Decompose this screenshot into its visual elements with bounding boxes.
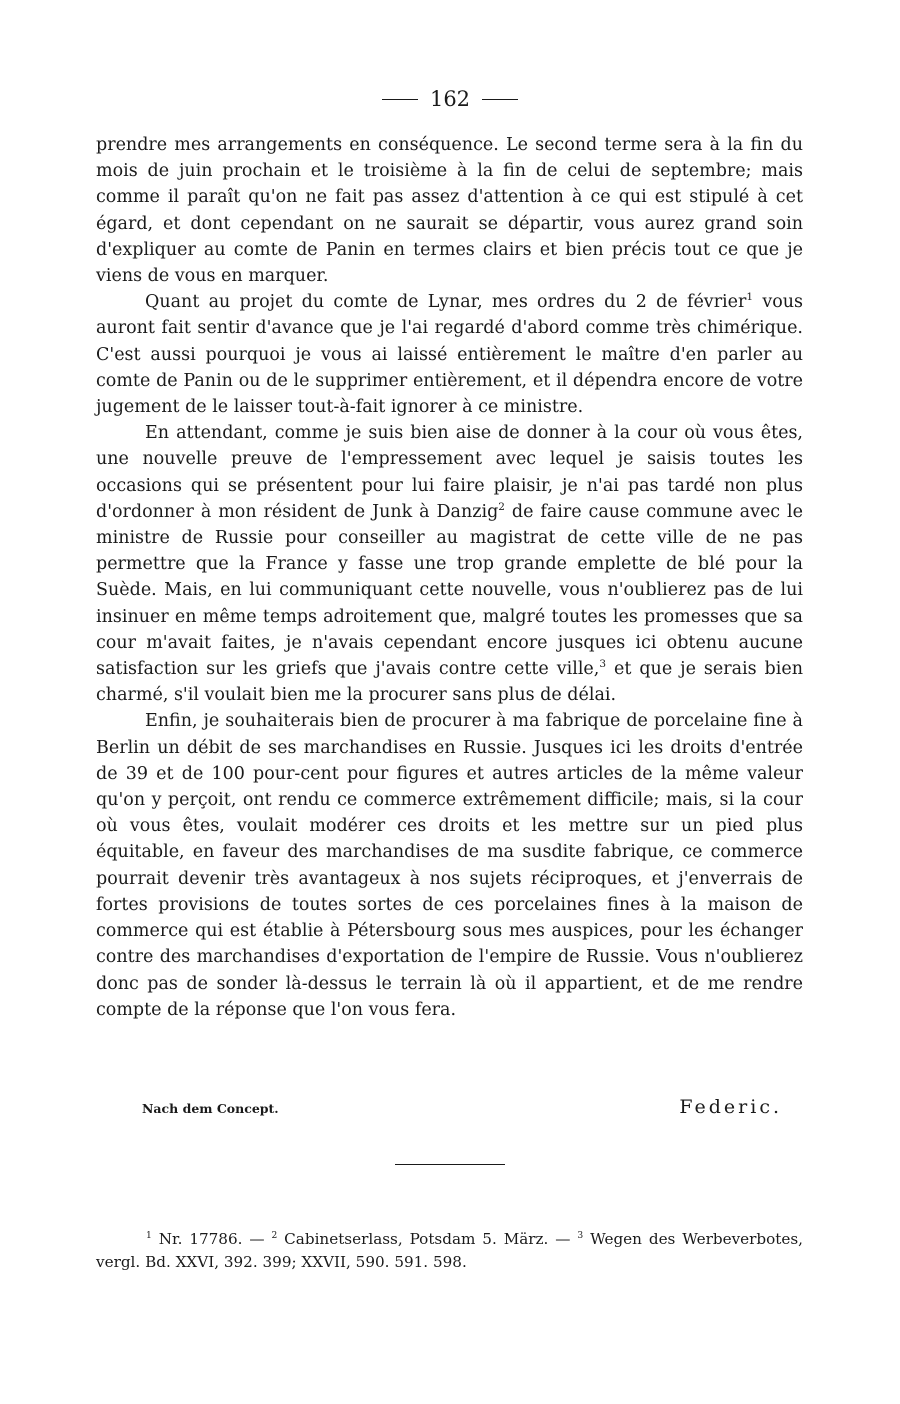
signature: Federic. — [679, 1096, 782, 1118]
footnote-ref-3[interactable]: 3 — [599, 658, 607, 671]
footnote-3: Wegen des Werbeverbotes, vergl. Bd. XXVI, 392. 399; XXVII, 590. 591. 598. — [96, 1230, 803, 1271]
footnote-ref-2[interactable]: 2 — [498, 501, 505, 514]
page-header — [0, 84, 900, 114]
closing-line — [142, 1096, 782, 1118]
footnote-mark-1: 1 — [146, 1230, 152, 1241]
paragraph-1 — [96, 132, 803, 289]
paragraph-text: et que je serais bien charmé, s'il voulait bien me la procurer sans plus de délai. — [96, 659, 803, 706]
paragraph-3 — [96, 420, 803, 708]
footnote-1: Nr. 17786. — — [158, 1230, 265, 1248]
letter-body — [96, 132, 803, 1023]
footnote-ref-1[interactable]: 1 — [746, 291, 754, 304]
paragraph-text: vous auront fait sentir d'avance que je l'ai regardé d'abord comme très chimérique. C'est aussi pourquoi je vous ai laissé entièrement le maître d'en parler au comte de Panin ou de le supprimer entièrement, et il dépendra encore de votre jugement de le laisser tout-à-fait ignorer à ce ministre. — [96, 292, 803, 418]
header-rule-right — [482, 99, 518, 100]
paragraph-2 — [96, 289, 803, 420]
footnote-2: Cabinetserlass, Potsdam 5. März. — — [284, 1230, 571, 1248]
paragraph-text: En attendant, comme je suis bien aise de donner à la cour où vous êtes, une nouvelle preuve de l'empressement avec lequel je saisis toutes les occasions qui se présentent pour lui faire plaisir, je n'ai pas tardé non plus d'ordonner à mon résident de Junk à Danzig — [96, 423, 803, 522]
header-rule-left — [382, 99, 418, 100]
paragraph-text: Enfin, je souhaiterais bien de procurer à ma fabrique de porcelaine fine à Berlin un débit de ses marchandises en Russie. Jusques ici les droits d'entrée de 39 et de 100 pour-cent pour figures et autres articles de la même valeur qu'on y perçoit, ont rendu ce commerce extrêmement difficile; mais, si la cour où vous êtes, voulait modérer ces droits et les mettre sur un pied plus équitable, en faveur des marchandises de ma susdite fabrique, ce commerce pourrait devenir très avantageux à nos sujets réciproques, et j'enverrais de fortes provisions de toutes sortes de ces porcelaines fines à la maison de commerce qui est établie à Pétersbourg sous mes auspices, pour les échanger contre des marchandises d'exportation de l'empire de Russie. Vous n'oublierez donc pas de sonder là-dessus le terrain là où il appartient, et de me rendre compte de la réponse que l'on vous fera. — [96, 711, 803, 1020]
footnotes — [96, 1228, 803, 1274]
paragraph-text: de faire cause commune avec le ministre de Russie pour conseiller au magistrat de cette ville de ne pas permettre que la France y fasse une trop grande emplette de blé pour la Suède. Mais, en lui communiquant cette nouvelle, vous n'oublierez pas de lui insinuer en même temps adroitement que, malgré toutes les promesses que sa cour m'avait faites, je n'avais cependant encore jusques ici obtenu aucune satisfaction sur les griefs que j'avais contre cette ville, — [96, 501, 803, 680]
paragraph-text: Quant au projet du comte de Lynar, mes ordres du 2 de février — [145, 292, 747, 313]
page-number: 162 — [429, 87, 471, 111]
source-note: Nach dem Concept. — [142, 1101, 279, 1116]
footnote-mark-3: 3 — [577, 1230, 584, 1241]
paragraph-text: prendre mes arrangements en conséquence. Le second terme sera à la fin du mois de juin prochain et le troisième à la fin de celui de septembre; mais comme il paraît qu'on ne fait pas assez d'attention à ce qui est stipulé à cet égard, et dont cependant on ne saurait se départir, vous aurez grand soin d'expliquer au comte de Panin en termes clairs et bien précis tout ce que je viens de vous en marquer. — [96, 135, 803, 287]
footnote-separator — [395, 1164, 505, 1165]
footnote-mark-2: 2 — [271, 1230, 278, 1241]
paragraph-4 — [96, 708, 803, 1022]
